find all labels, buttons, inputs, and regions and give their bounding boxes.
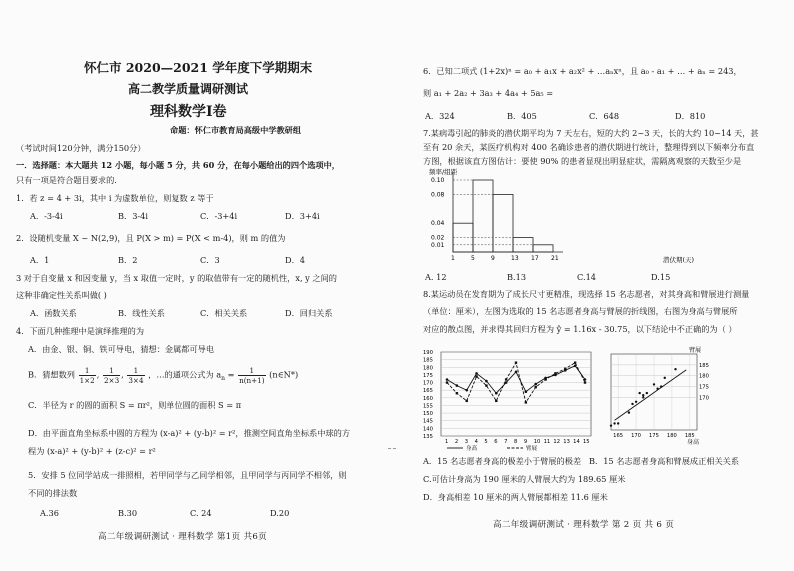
q4-option-d: D．由平面直角坐标系中圆的方程为 (x-a)² + (y-b)² = r²，推测空间直角坐标系中球的方 — [28, 428, 351, 438]
line-x-tick: 3 — [464, 439, 469, 445]
question-3-cont: 这种非确定性关系叫做( ) — [16, 290, 107, 300]
line-y-tick: 140 — [423, 426, 433, 433]
q6-option-a: A．324 — [425, 111, 455, 121]
line-x-tick: 5 — [484, 439, 488, 445]
scatter-xlabel: 身高 — [687, 439, 700, 446]
scatter-y-tick: 175 — [699, 384, 709, 391]
right-page — [397, 0, 794, 571]
line-x-tick: 12 — [553, 439, 561, 445]
q7-option-c: C.14 — [577, 272, 596, 282]
q1-option-c: C．-3+4i — [200, 211, 238, 221]
q7-option-b: B.13 — [507, 272, 527, 282]
line-y-tick: 160 — [423, 395, 433, 402]
scatter-point — [613, 422, 615, 424]
subject-title: 理科数学Ⅰ卷 — [150, 104, 227, 120]
q4-option-d-cont: 程为 (x-a)² + (y-b)² + (z-c)² = r² — [28, 446, 156, 456]
page-footer-right: 高二年级调研测试 · 理科数学 第 2 页 共 6 页 — [493, 520, 675, 530]
question-8-cont1: （单位：厘米），左图为选取的 15 名志愿者身高与臂展的折线图，右图为身高与臂展所 — [423, 306, 738, 316]
line-y-tick: 135 — [423, 434, 433, 440]
question-4: 4．下面几种推理中是演绎推理的为 — [16, 326, 145, 336]
q1-option-d: D．3+4i — [285, 211, 320, 221]
line-legend-label: 身高 — [466, 446, 478, 452]
line-x-tick: 2 — [454, 439, 459, 445]
exam-title: 怀仁市 2020—2021 学年度下学期期末 — [84, 60, 313, 75]
q5-option-d: D.20 — [270, 508, 290, 518]
scatter-point — [628, 411, 630, 413]
scatter-point — [660, 385, 662, 387]
line-chart-frame — [441, 352, 591, 436]
line-y-tick: 145 — [423, 418, 433, 425]
q4-option-b: B．猜想数列 $\frac{1}{1\times 2}$ , $\frac{1}{2\times 3}$ , $\frac{1}{3\times 4}$ ，…的通项公式为 $a_n$ = $\frac{1}{n(n+1)}$ (n∈N*) — [28, 366, 299, 385]
fraction-3: $\frac{1}{3\times 4}$ — [128, 366, 144, 385]
question-7-cont1: 至有 20 余天，某医疗机构对 400 名确诊患者的潜伏期进行统计，整理得到以下频率分布直 — [423, 142, 755, 152]
q8-option-a: A．15 名志愿者身高的极差小于臂展的极差 — [423, 456, 582, 466]
q4-b-prefix: B．猜想数列 — [28, 369, 75, 380]
line-point — [534, 383, 537, 386]
hist-y-tick: 0.04 — [431, 220, 445, 228]
line-point — [544, 378, 546, 380]
line-x-tick: 6 — [494, 439, 498, 445]
scatter-point — [635, 401, 637, 403]
line-chart — [421, 344, 599, 452]
question-7-cont2: 方图，根据该直方图估计：要使 90% 的患者显现出明显症状，需隔离观察的天数至少是 — [423, 156, 742, 166]
exam-info: （考试时间120分钟，满分150分） — [16, 143, 146, 153]
line-y-tick: 180 — [423, 365, 433, 372]
line-x-tick: 1 — [445, 439, 449, 445]
scatter-point — [646, 392, 648, 394]
scatter-point — [642, 396, 644, 398]
regression-line — [615, 370, 687, 420]
line-x-tick: 7 — [504, 439, 508, 445]
line-y-tick: 175 — [423, 372, 433, 379]
scatter-x-tick: 170 — [631, 433, 641, 439]
q1-option-b: B．3-4i — [118, 211, 149, 221]
line-point — [525, 390, 528, 393]
question-5-cont: 不同的排法数 — [28, 488, 78, 498]
fraction-1: $\frac{1}{1\times 2}$ — [79, 366, 95, 385]
line-point — [525, 401, 527, 403]
line-x-tick: 14 — [573, 439, 580, 445]
scatter-point — [653, 383, 655, 385]
line-point — [485, 384, 487, 386]
page-footer-left: 高二年级调研测试 · 理科数学 第1页 共6页 — [98, 532, 267, 542]
scatter-point — [610, 424, 612, 426]
q7-option-d: D.15 — [651, 272, 671, 282]
hist-x-tick: 17 — [531, 255, 539, 262]
hist-y-tick: 0.02 — [431, 234, 445, 242]
line-point — [456, 384, 459, 387]
q6-option-b: B．405 — [507, 111, 537, 121]
question-8: 8.某运动员在发育期为了成长尺寸更精准，现选择 15 名志愿者，对其身高和臂展进行测量 — [423, 289, 750, 299]
q3-option-b: B．线性关系 — [118, 308, 165, 318]
hist-x-tick: 1 — [451, 255, 455, 262]
hist-y-tick: 0.10 — [431, 177, 445, 184]
scatter-point — [674, 368, 676, 370]
q8-option-c: C.可估计身高为 190 厘米的人臂展大约为 189.65 厘米 — [423, 474, 626, 484]
scatter-x-tick: 180 — [666, 433, 677, 439]
q1-option-a: A．-3-4i — [30, 211, 63, 221]
scatter-point — [617, 422, 619, 424]
q8-option-b: B．15 名志愿者身高和臂展成正相关关系 — [589, 456, 740, 466]
line-point — [465, 389, 468, 392]
line-point — [495, 400, 497, 402]
line-point — [515, 361, 517, 363]
fraction-general: $\frac{1}{n(n+1)}$ — [239, 366, 265, 385]
scatter-x-tick: 175 — [649, 433, 659, 439]
scatter-chart — [601, 344, 719, 448]
q2-option-b: B．2 — [118, 255, 138, 265]
line-point — [456, 392, 458, 394]
section-heading-cont: 只有一项是符合题目要求的． — [16, 175, 123, 185]
q3-option-c: C．相关关系 — [200, 308, 248, 318]
scatter-y-tick: 180 — [699, 373, 709, 380]
scatter-y-tick: 170 — [699, 395, 709, 402]
line-point — [475, 372, 478, 375]
line-point — [535, 386, 537, 388]
histogram-xlabel: 潜伏期(天) — [663, 256, 695, 264]
histogram-bar — [473, 180, 493, 252]
scatter-point — [638, 392, 640, 394]
histogram-bar — [453, 223, 473, 252]
scatter-x-tick: 185 — [684, 433, 695, 439]
line-point — [515, 371, 518, 374]
hist-y-tick: 0.08 — [431, 191, 445, 199]
histogram-chart — [427, 166, 717, 268]
section-heading: 一．选择题：本大题共 12 小题，每小题 5 分，共 60 分，在每小题给出的四个选项中， — [16, 160, 340, 170]
question-3: 3 对于自变量 x 和因变量 y，当 x 取值一定时，y 的取值带有一定的随机性，x, y 之间的 — [16, 273, 337, 283]
line-x-tick: 10 — [533, 439, 541, 445]
hist-x-tick: 5 — [471, 255, 475, 262]
line-y-tick: 165 — [423, 388, 433, 395]
scatter-point — [642, 394, 644, 396]
line-y-tick: 170 — [423, 380, 433, 387]
q4-option-c: C．半径为 r 的圆的面积 S = πr²，则单位圆的面积 S = π — [28, 400, 242, 410]
hist-y-tick: 0.01 — [431, 241, 445, 249]
scatter-point — [656, 388, 658, 390]
question-7: 7.某病毒引起的肺炎的潜伏期平均为 7 天左右，短的大约 2~3 天，长的大约 10~14 天，甚 — [423, 128, 759, 138]
q8-option-d: D．身高相差 10 厘米的两人臂展都相差 11.6 厘米 — [423, 492, 608, 502]
histogram-ylabel: 频率/组距 — [429, 168, 458, 176]
line-point — [495, 392, 498, 395]
q5-option-c: C. 24 — [190, 508, 212, 518]
line-y-tick: 150 — [423, 411, 433, 418]
q6-option-c: C．648 — [589, 111, 620, 121]
line-point — [485, 380, 488, 383]
hist-x-tick: 21 — [551, 255, 559, 262]
q2-option-c: C．3 — [200, 255, 220, 265]
line-legend-label: 臂展 — [526, 446, 538, 452]
line-x-tick: 15 — [583, 439, 590, 445]
q6-option-d: D．810 — [675, 111, 706, 121]
q4-b-suffix: (n∈N*) — [269, 369, 299, 380]
line-point — [446, 381, 448, 383]
q4-option-a: A．由金、银、铜、铁可导电，猜想：金属都可导电 — [28, 344, 215, 354]
fraction-2: $\frac{1}{2\times 3}$ — [103, 366, 120, 385]
q2-option-d: D．4 — [285, 255, 305, 265]
question-1: 1．若 z = 4 + 3i，其中 i 为虚数单位，则复数 z 等于 — [16, 193, 214, 203]
exam-subtitle: 高二教学质量调研测试 — [128, 82, 249, 96]
line-point — [584, 381, 586, 383]
scatter-point — [631, 403, 633, 405]
histogram-bar — [533, 245, 553, 252]
q2-option-a: A．1 — [30, 255, 50, 265]
setter-line: 命题：怀仁市教育局高级中学教研组 — [170, 125, 302, 135]
line-point — [446, 378, 449, 381]
q5-option-a: A.36 — [40, 508, 59, 518]
line-x-tick: 13 — [563, 439, 570, 445]
scatter-point — [664, 377, 666, 379]
line-x-tick: 8 — [514, 439, 518, 445]
line-point — [475, 375, 477, 377]
line-x-tick: 9 — [523, 439, 528, 445]
line-y-tick: 185 — [423, 357, 433, 364]
line-point — [554, 372, 556, 374]
question-8-cont2: 对应的散点图，并求得其回归方程为 ŷ = 1.16x - 30.75，以下结论中不正确的为（ ） — [423, 324, 737, 334]
hist-x-tick: 13 — [511, 255, 519, 262]
line-y-tick: 190 — [423, 350, 433, 356]
line-y-tick: 155 — [423, 403, 433, 410]
q4-b-middle: ，…的通项公式为 a — [148, 369, 222, 380]
line-point — [574, 361, 576, 363]
line-x-tick: 11 — [543, 439, 551, 445]
q3-option-a: A．函数关系 — [30, 308, 77, 318]
q7-option-a: A. 12 — [425, 272, 447, 282]
question-6: 6．已知二项式 (1+2x)ⁿ = a₀ + a₁x + a₂x² + …aₙxⁿ，且 a₀ - a₁ + … + aₙ = 243， — [423, 66, 742, 76]
line-point — [505, 378, 507, 380]
scatter-x-tick: 165 — [613, 433, 624, 439]
histogram-bar — [493, 194, 513, 252]
q5-option-b: B.30 — [118, 508, 138, 518]
hist-x-tick: 9 — [491, 255, 495, 262]
question-5: 5．安排 5 位同学站成一排照相，若甲同学与乙同学相邻，且甲同学与丙同学不相邻，则 — [28, 470, 347, 480]
line-point — [564, 368, 566, 370]
scatter-y-tick: 185 — [699, 362, 709, 369]
scatter-ylabel: 臂展 — [689, 347, 702, 354]
line-point — [466, 400, 468, 402]
line-x-tick: 4 — [474, 439, 478, 445]
question-6-cont: 则 a₁ + 2a₂ + 3a₃ + 4a₄ + 5a₅ = — [423, 88, 554, 98]
question-2: 2．设随机变量 X ~ N(2,9)，且 P(X > m) = P(X < m-4)，则 m 的值为 — [16, 233, 286, 243]
q3-option-d: D．回归关系 — [285, 308, 333, 318]
